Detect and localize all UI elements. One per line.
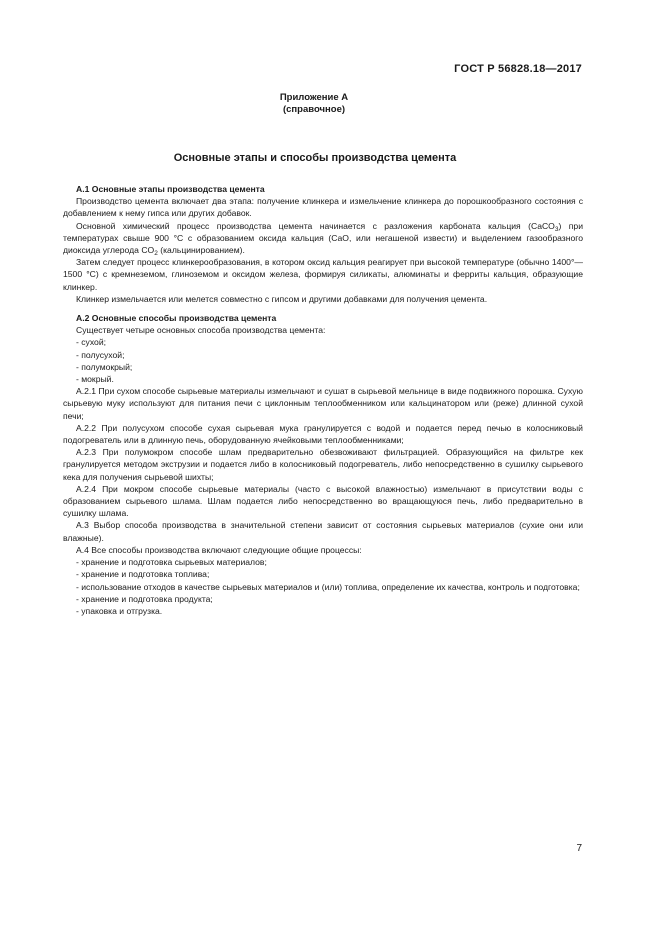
paragraph: Производство цемента включает два этапа: получение клинкера и измельчение клинкера до порошкообразного состояния с добавлением к нему гипса или других добавок.	[63, 196, 583, 219]
list-item: - хранение и подготовка топлива;	[76, 569, 210, 580]
list-item: - хранение и подготовка продукта;	[76, 593, 213, 604]
page-number: 7	[576, 843, 582, 854]
appendix-label: Приложение А	[279, 92, 349, 103]
paragraph-a4: А.4 Все способы производства включают следующие общие процессы:	[76, 544, 362, 555]
paragraph-a3: А.3 Выбор способа производства в значительной степени зависит от состояния сырьевых материалов (сухие они или влажные).	[63, 520, 583, 543]
paragraph-a2-1: А.2.1 При сухом способе сырьевые материалы измельчают и сушат в сырьевой мельнице в виде подвижного порошка. Сухую сырьевую муку используют для питания печи с циклонным теплообменником или кальцинатором или (реже) длинной сухой печи;	[63, 386, 583, 421]
paragraph: Существует четыре основных способа производства цемента:	[76, 325, 326, 336]
paragraph-a2-3: А.2.3 При полумокром способе шлам предварительно обезвоживают фильтрацией. Образующийся на фильтре кек гранулируется методом экструзии и подается либо в колосниковый подогреватель, либо непосредственно в сушилку сырьевого кека для получения сырьевой шихты;	[63, 447, 583, 482]
list-item: - мокрый.	[76, 374, 114, 385]
appendix-heading	[0, 92, 628, 116]
list-item: - использование отходов в качестве сырьевых материалов и (или) топлива, определение их качества, контроль и подготовка;	[76, 581, 580, 592]
paragraph-a2-4: А.2.4 При мокром способе сырьевые материалы (часто с высокой влажностью) измельчают в присутствии воды с образованием сырьевого шлама. Шлам подается либо непосредственно во вращающуюся печь, либо предварительно в сушилку шлама.	[63, 483, 583, 519]
list-item: - полумокрый;	[76, 361, 133, 372]
list-item: - хранение и подготовка сырьевых материалов;	[76, 557, 267, 568]
list-item: - сухой;	[76, 337, 107, 348]
list-item: - полусухой;	[76, 349, 125, 360]
document-body	[63, 183, 583, 617]
paragraph: Клинкер измельчается или мелется совместно с гипсом и другими добавками для получения цемента.	[76, 293, 488, 304]
page-title: Основные этапы и способы производства цемента	[173, 152, 457, 164]
paragraph-chemistry: Основной химический процесс производства цемента начинается с разложения карбоната кальция (CaCO$_3$) при температурах свыше 900 °С с образованием оксида кальция (CaO, или негашеной извести) и выделением газообразного диоксида углерода $CO_2$ (кальцинированием).	[63, 220, 583, 258]
paragraph: Затем следует процесс клинкерообразования, в котором оксид кальция реагирует при высокой температуре (обычно 1400°—1500 °С) с кремнеземом, глиноземом и оксидом железа, формируя силикаты, алюминаты и ферриты кальция, образующие клинкер.	[63, 257, 583, 292]
section-heading-a1: А.1 Основные этапы производства цемента	[76, 184, 265, 194]
paragraph-a2-2: А.2.2 При полусухом способе сухая сырьевая мука гранулируется с водой и подается перед печью в колосниковый подогреватель или в длинную печь, оборудованную ячейковыми теплообменниками;	[63, 422, 583, 446]
document-code: ГОСТ Р 56828.18—2017	[454, 63, 582, 75]
section-heading-a2: А.2 Основные способы производства цемента	[76, 313, 277, 324]
appendix-type: (справочное)	[282, 104, 346, 115]
list-item: - упаковка и отгрузка.	[76, 605, 163, 616]
